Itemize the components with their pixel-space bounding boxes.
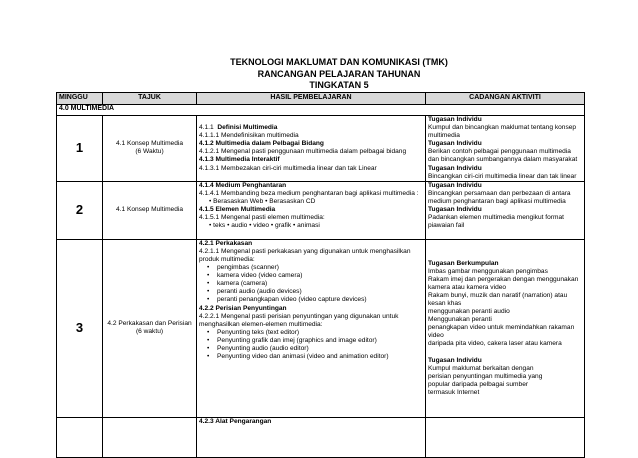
list-item: • peranti penangkapan video (video capture devices): [217, 296, 423, 304]
topic-cell: [103, 116, 197, 182]
list-item: • pengimbas (scanner): [217, 264, 423, 272]
activity-line: Kumpul maklumat berkaitan dengan: [428, 364, 534, 372]
week-number: 1: [57, 116, 103, 182]
topic-cell: [103, 239, 197, 417]
topic-line: 4.2 Perkakasan dan Perisian: [107, 320, 192, 328]
outcome-heading: 4.2.1 Perkakasan: [199, 239, 253, 247]
outcome-line: 4.1.3.1 Membezakan ciri-ciri multimedia linear dan tak Linear: [199, 164, 377, 172]
header-aktiviti: CADANGAN AKTIVITI: [426, 93, 585, 105]
list-item: • peranti audio (audio devices): [217, 288, 423, 296]
outcome-line: 4.1.4 Medium Penghantaran: [199, 181, 287, 189]
activity-line: penangkapan video untuk memindahkan rakaman video: [428, 324, 575, 340]
outcome-heading: 4.2.2 Perisian Penyuntingan: [199, 304, 287, 312]
list-item: • Penyunting grafik dan imej (graphics and image editor): [217, 337, 423, 345]
title-line-1: TEKNOLOGI MAKLUMAT DAN KOMUNIKASI (TMK): [230, 57, 448, 67]
lesson-plan-table: [56, 92, 585, 458]
outcome-line: 4.1.5 Elemen Multimedia: [199, 206, 276, 214]
outcome-line: 4.1.2.1 Mengenal pasti penggunaan multimedia dalam pelbagai bidang: [199, 148, 407, 156]
title-line-3: TINGKATAN 5: [309, 80, 369, 90]
activity-line: Padankan elemen multimedia mengikut format piawaian fail: [428, 214, 564, 230]
activity-line: perisian penyuntingan multimedia yang: [428, 372, 543, 380]
outcome-line: 4.1.1.1 Mendefinisikan multimedia: [199, 132, 299, 140]
table-row: [57, 116, 585, 182]
outcome-line: 4.1.2 Multimedia dalam Pelbagai Bidang: [199, 140, 324, 148]
activity-line: Tugasan Individu: [428, 140, 482, 148]
topic-line: 4.1 Konsep Multimedia: [115, 206, 184, 214]
header-row: [57, 93, 585, 105]
table-row: [57, 417, 585, 457]
activity-line: Berikan contoh pelbagai penggunaan multimedia dan bincangkan sumbangannya dalam masyarakat: [428, 148, 578, 164]
section-row: [57, 105, 585, 116]
topic-cell: [103, 417, 197, 457]
hardware-list: [199, 264, 423, 304]
activity-line: Tugasan Individu: [428, 116, 482, 123]
outcome-line: 4.1.5.1 Mengenal pasti elemen multimedia:: [199, 214, 325, 222]
topic-line: (6 Waktu): [135, 148, 164, 156]
activity-line: Tugasan Berkumpulan: [428, 259, 499, 267]
activities-cell: [426, 239, 585, 417]
header-minggu: MINGGU: [57, 93, 103, 105]
topic-line: (6 waktu): [135, 328, 164, 336]
outcome-line: • Berasaskan Web • Berasaskan CD: [209, 197, 316, 205]
list-item: • Penyunting video dan animasi (video and animation editor): [217, 353, 423, 361]
outcome-line: 4.1.4.1 Membanding beza medium penghantaran bagi aplikasi multimedia :: [199, 189, 419, 197]
outcome-line: • teks • audio • video • grafik • animasi: [209, 222, 320, 230]
activity-spacer: [428, 349, 582, 357]
list-item: • Penyunting teks (text editor): [217, 329, 423, 337]
list-item: • kamera (camera): [217, 280, 423, 288]
week-number: 2: [57, 181, 103, 239]
outcomes-cell: [197, 417, 426, 457]
topic-line: 4.1 Konsep Multimedia: [115, 140, 184, 148]
table-row: [57, 239, 585, 417]
outcome-line: 4.2.2.1 Mengenal pasti perisian penyuntingan yang digunakan untuk menghasilkan elemen-elemen multimedia:: [199, 312, 399, 328]
activity-line: Rakam bunyi, muzik dan naratif (narration) atau kesan khas: [428, 291, 568, 307]
document-title-block: [0, 57, 638, 92]
outcome-line: 4.1.3 Multimedia Interaktif: [199, 156, 280, 164]
activity-line: Imbas gambar menggunakan pengimbas: [428, 267, 548, 275]
section-title: 4.0 MULTIMEDIA: [57, 105, 585, 116]
activity-line: daripada pita video, cakera laser atau kamera: [428, 340, 562, 348]
activity-line: Bincangkan ciri-ciri multimedia linear dan tak linear: [428, 172, 577, 180]
list-item: • kamera video (video camera): [217, 272, 423, 280]
activity-line: Tugasan Individu: [428, 164, 482, 172]
topic-cell: [103, 181, 197, 239]
title-line-2: RANCANGAN PELAJARAN TAHUNAN: [257, 68, 421, 79]
activities-cell: [426, 116, 585, 182]
activities-cell: [426, 181, 585, 239]
header-hasil: HASIL PEMBELAJARAN: [197, 93, 426, 105]
activity-line: Tugasan Individu: [428, 181, 482, 189]
activity-line: popular daripada pelbagai sumber: [428, 380, 529, 388]
outcomes-cell: [197, 181, 426, 239]
outcomes-cell: [197, 239, 426, 417]
activities-cell: [426, 417, 585, 457]
outcome-heading: 4.2.3 Alat Pengarangan: [199, 417, 272, 425]
outcome-line: 4.2.1.1 Mengenal pasti perkakasan yang digunakan untuk menghasilkan produk multimedia:: [199, 247, 411, 263]
activity-line: Kumpul dan bincangkan maklumat tentang konsep multimedia: [428, 124, 577, 140]
list-item: • Penyunting audio (audio editor): [217, 345, 423, 353]
activity-line: Menggunakan peranti: [428, 316, 492, 324]
activity-line: menggunakan peranti audio: [428, 308, 510, 316]
week-number: [57, 417, 103, 457]
outcome-line: 4.1.1 Definisi Multimedia: [199, 124, 278, 132]
outcomes-cell: [197, 116, 426, 182]
activity-line: Bincangkan persamaan dan perbezaan di antara medium penghantaran bagi aplikasi multimedia: [428, 189, 571, 205]
activity-line: Rakam imej dan pergerakan dengan menggunakan kamera atau kamera video: [428, 275, 579, 291]
header-tajuk: TAJUK: [103, 93, 197, 105]
table-row: [57, 181, 585, 239]
activity-line: Tugasan Individu: [428, 206, 482, 214]
week-number: 3: [57, 239, 103, 417]
activity-line: termasuk Internet: [428, 388, 480, 396]
software-list: [199, 329, 423, 361]
activity-line: Tugasan Individu: [428, 356, 482, 364]
